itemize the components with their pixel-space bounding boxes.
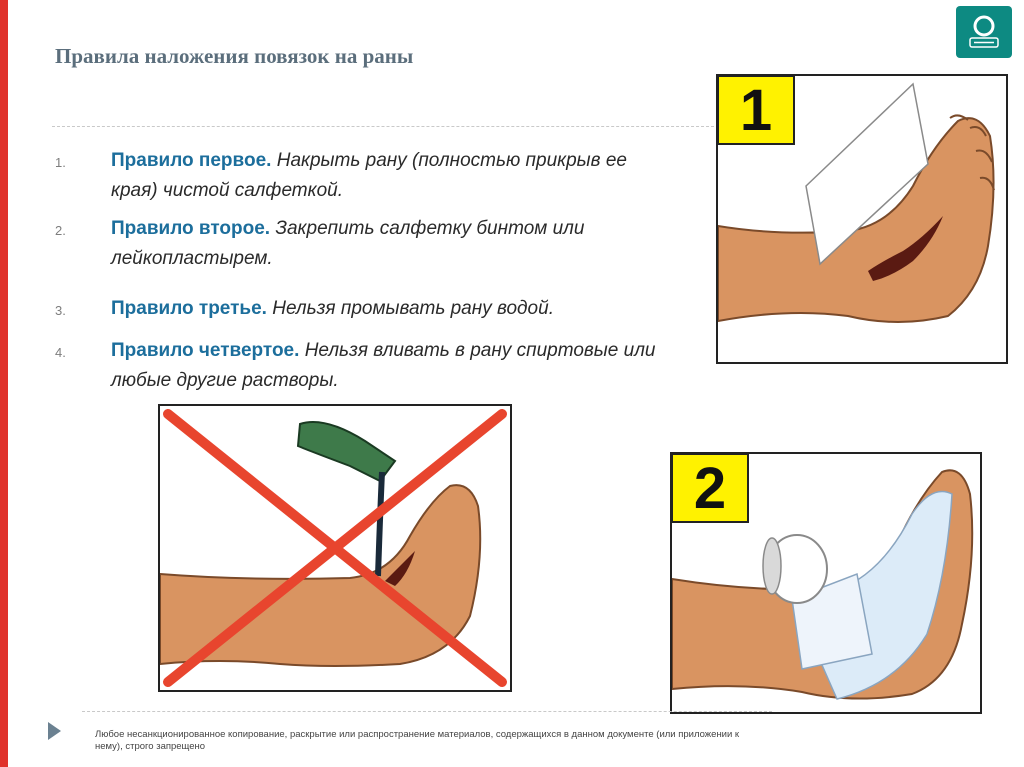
illustration-panel-1 xyxy=(716,74,1008,364)
rule-name: Правило третье. xyxy=(111,298,267,319)
illustration-panel-3 xyxy=(158,404,512,692)
rule-text: Закрепить салфетку бинтом или лейкопластырем. xyxy=(111,218,585,269)
footer-disclaimer: Любое несанкционированное копирование, раскрытие или распространение материалов, содержащихся в данном документе (или приложении к нему), строго запрещено xyxy=(95,729,740,752)
rule-name: Правило первое. xyxy=(111,150,272,171)
panel-badge-1: 1 xyxy=(739,77,773,143)
list-item xyxy=(55,146,675,206)
page-title: Правила наложения повязок на раны xyxy=(55,44,414,68)
illustration-panel-2 xyxy=(670,452,982,714)
logo xyxy=(956,6,1012,58)
panel-badge-2: 2 xyxy=(693,455,727,521)
logo-icon xyxy=(964,12,1004,52)
arrow-right-icon xyxy=(48,722,61,740)
list-item xyxy=(55,294,675,324)
list-item xyxy=(55,336,675,396)
rule-text: Нельзя вливать в рану спиртовые или любые другие растворы. xyxy=(111,340,656,391)
rule-number: 1. xyxy=(55,155,66,170)
crossed-out-pouring-illustration xyxy=(160,406,510,690)
rule-number: 3. xyxy=(55,303,66,318)
rule-number: 2. xyxy=(55,223,66,238)
rule-text: Накрыть рану (полностью прикрыв ее края) чистой салфеткой. xyxy=(111,150,627,201)
rule-name: Правило четвертое. xyxy=(111,340,300,361)
footer-divider xyxy=(82,711,772,712)
list-item xyxy=(55,214,675,274)
rules-list xyxy=(55,146,675,396)
rule-name: Правило второе. xyxy=(111,218,271,239)
rule-number: 4. xyxy=(55,345,66,360)
rule-text: Нельзя промывать рану водой. xyxy=(272,298,554,319)
accent-bar xyxy=(0,0,8,767)
title-divider xyxy=(52,126,724,127)
